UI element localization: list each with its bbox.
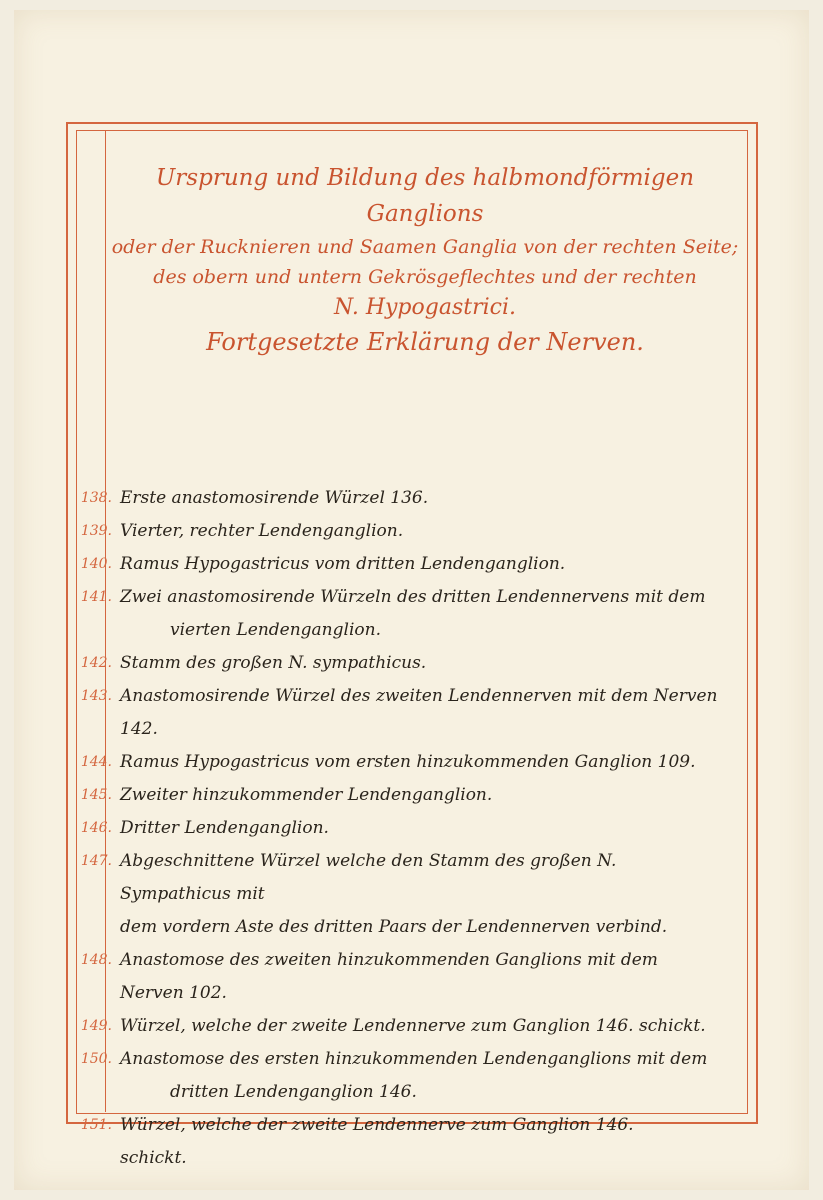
- entry-text: Anastomose des ersten hinzukommenden Lendenganglions mit dem: [120, 1049, 708, 1069]
- list-item: [0, 944, 823, 1010]
- entry-text: Anastomosirende Würzel des zweiten Lendennerven mit dem Nerven 142.: [120, 686, 718, 739]
- title-line-3: des obern und untern Gekrösgeflechtes und der rechten: [153, 266, 697, 288]
- list-item: [0, 1043, 823, 1109]
- entry-text: Ramus Hypogastricus vom dritten Lendenganglion.: [120, 554, 566, 574]
- entry-number: 144.: [80, 754, 112, 770]
- entry-number: 140.: [80, 556, 112, 572]
- list-item: [0, 845, 823, 944]
- entry-text-continued: dritten Lendenganglion 146.: [170, 1082, 417, 1102]
- list-item: [0, 482, 823, 515]
- entry-number: 143.: [80, 688, 112, 704]
- title-line-1: Ursprung und Bildung des halbmondförmigen Ganglions: [155, 165, 695, 227]
- list-item: [0, 746, 823, 779]
- entry-number: 141.: [80, 589, 112, 605]
- list-item: [0, 812, 823, 845]
- list-item: [0, 779, 823, 812]
- entry-text: Erste anastomosirende Würzel 136.: [120, 488, 429, 508]
- list-item: [0, 680, 823, 746]
- entry-number: 138.: [80, 490, 112, 506]
- entry-number: 145.: [80, 787, 112, 803]
- entry-text: Würzel, welche der zweite Lendennerve zum Ganglion 146. schickt.: [120, 1016, 706, 1036]
- entry-list: [0, 482, 823, 1175]
- entry-text: Vierter, rechter Lendenganglion.: [120, 521, 404, 541]
- entry-text: Ramus Hypogastricus vom ersten hinzukommenden Ganglion 109.: [120, 752, 696, 772]
- entry-number: 151.: [80, 1117, 112, 1133]
- entry-number: 139.: [80, 523, 112, 539]
- entry-number: 147.: [80, 853, 112, 869]
- list-item: [0, 515, 823, 548]
- title-line-2: oder der Rucknieren und Saamen Ganglia von der rechten Seite;: [111, 236, 739, 258]
- entry-number: 142.: [80, 655, 112, 671]
- entry-text: Anastomose des zweiten hinzukommenden Ganglions mit dem Nerven 102.: [120, 950, 658, 1003]
- entry-text: Dritter Lendenganglion.: [120, 818, 329, 838]
- list-item: [0, 548, 823, 581]
- entry-text: Zweiter hinzukommender Lendenganglion.: [120, 785, 493, 805]
- page-title: [110, 160, 740, 360]
- entry-text-continued: dem vordern Aste des dritten Paars der Lendennerven verbind.: [120, 917, 668, 937]
- entry-number: 150.: [80, 1051, 112, 1067]
- title-line-5: Fortgesetzte Erklärung der Nerven.: [206, 328, 644, 356]
- entry-number: 149.: [80, 1018, 112, 1034]
- list-item: [0, 647, 823, 680]
- entry-text: Würzel, welche der zweite Lendennerve zum Ganglion 146.: [120, 1115, 634, 1135]
- entry-text: Abgeschnittene Würzel welche den Stamm des großen N. Sympathicus mit: [120, 851, 617, 904]
- list-item: [0, 581, 823, 647]
- entry-number: 148.: [80, 952, 112, 968]
- title-line-4: N. Hypogastrici.: [333, 295, 516, 320]
- entry-text-continued: vierten Lendenganglion.: [170, 620, 381, 640]
- entry-text: Stamm des großen N. sympathicus.: [120, 653, 427, 673]
- entry-text-continued: schickt.: [120, 1148, 187, 1168]
- list-item: [0, 1109, 823, 1175]
- entry-text: Zwei anastomosirende Würzeln des dritten Lendennervens mit dem: [120, 587, 706, 607]
- entry-number: 146.: [80, 820, 112, 836]
- list-item: [0, 1010, 823, 1043]
